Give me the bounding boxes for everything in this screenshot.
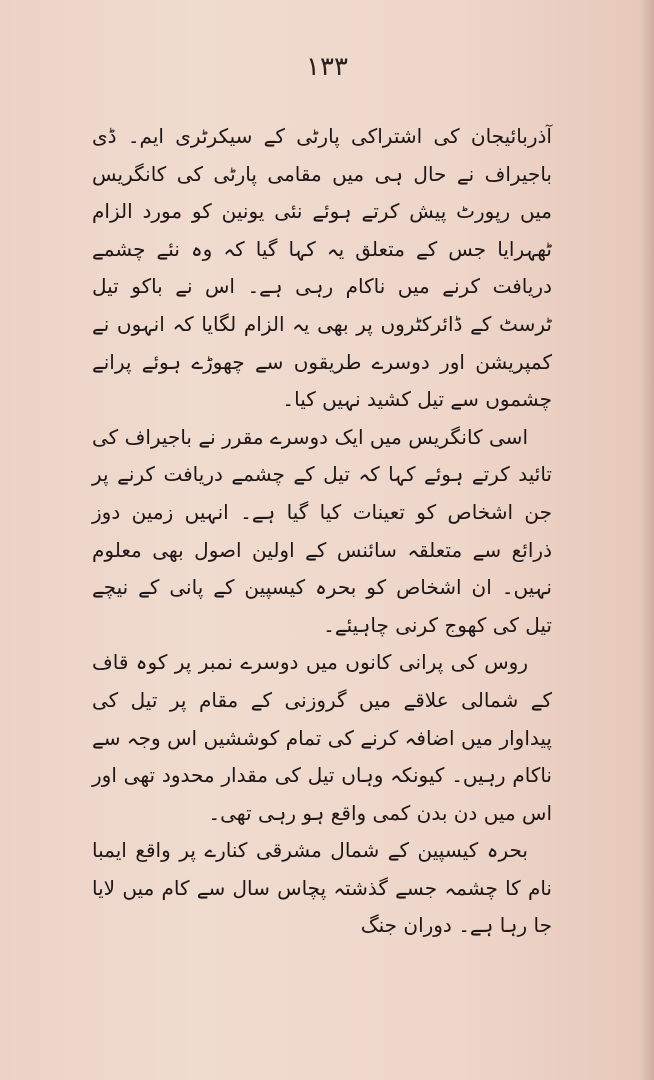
paragraph-4: بحرہ کیسپین کے شمال مشرقی کنارے پر واقع ایمبا نام کا چشمہ جسے گذشتہ پچاس سال سے کام میں لایا جا رہا ہے۔ دوران جنگ <box>92 838 552 938</box>
paragraph-1: آذربائیجان کی اشتراکی پارٹی کے سیکرٹری ایم۔ ڈی باجیراف نے حال ہی میں مقامی پارٹی کی کانگریس میں رپورٹ پیش کرتے ہوئے نئی یونین کو مورد الزام ٹھہرایا جس کے متعلق یہ کہا گیا کہ وہ نئے چشمے دریافت کرنے میں ناکام رہی ہے۔ اس نے باکو تیل ٹرسٹ کے ڈائرکٹروں پر بھی یہ الزام لگایا کہ انہوں نے کمپریشن اور دوسرے طریقوں سے چھوڑے ہوئے پرانے چشموں سے تیل کشید نہیں کیا۔ <box>92 124 552 412</box>
page-number: ۱۳۳ <box>306 52 348 82</box>
paragraph-2: اسی کانگریس میں ایک دوسرے مقرر نے باجیراف کی تائید کرتے ہوئے کہا کہ تیل کے چشمے دریافت کرنے پر جن اشخاص کو تعینات کیا گیا ہے۔ انہیں زمین دوز ذرائع سے متعلقہ سائنس کے اولین اصول بھی معلوم نہیں۔ ان اشخاص کو بحرہ کیسپین کے پانی کے نیچے تیل کی کھوج کرنی چاہیئے۔ <box>92 424 552 637</box>
paragraph-3: روس کی پرانی کانوں میں دوسرے نمبر پر کوہ قاف کے شمالی علاقے میں گروزنی کے مقام پر تیل کی پیداوار میں اضافہ کرنے کی تمام کوششیں اس وجہ سے ناکام رہیں۔ کیونکہ وہاں تیل کی مقدار محدود تھی اور اس میں دن بدن کمی واقع ہو رہی تھی۔ <box>92 650 552 825</box>
body-text <box>92 118 552 945</box>
page-edge-shadow <box>640 0 654 1080</box>
